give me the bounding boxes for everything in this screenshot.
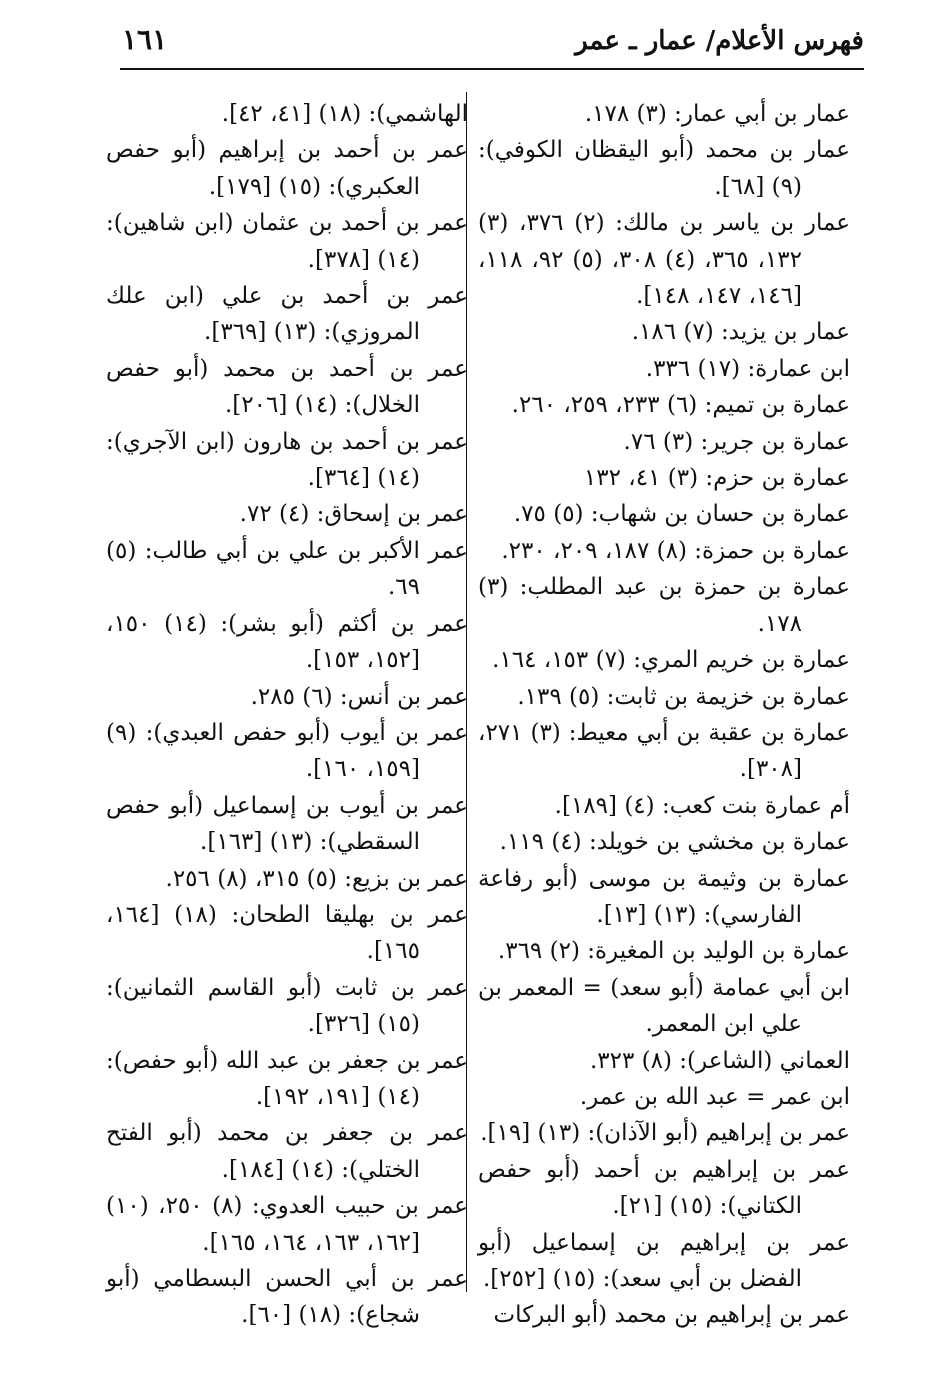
index-entry: عمر بن إبراهيم بن محمد (أبو البركات [493,1302,850,1329]
header-rule [120,68,864,70]
index-entry: عمر الأكبر بن علي بن أبي طالب: (٥) ٦٩. [106,537,468,601]
index-entry: العماني (الشاعر): (٨) ٣٢٣. [589,1047,850,1074]
index-entry: عمار بن أبي عمار: (٣) ١٧٨. [584,101,850,127]
index-entry: عمر بن أحمد بن محمد (أبو حفص الخلال): (١٤) [٢٠٦]. [106,355,468,419]
index-entry: عمار بن محمد (أبو اليقظان الكوفي): (٩) [٦٨]. [478,137,850,200]
index-entry: الهاشمي): (١٨) [٤١، ٤٢]. [221,101,468,127]
index-entry: عمر بن حبيب العدوي: (٨) ٢٥٠، (١٠) [١٦٢، ١٦٣، ١٦٤، ١٦٥]. [106,1193,468,1256]
index-entry: ابن عمارة: (١٧) ٣٣٦. [645,355,850,382]
index-entry: عمر بن أبي الحسن البسطامي (أبو شجاع): (١٨) [٦٠]. [106,1266,468,1329]
index-entry: عمارة بن تميم: (٦) ٢٣٣، ٢٥٩، ٢٦٠. [511,392,850,419]
index-entry: عمر بن بزيع: (٥) ٣١٥، (٨) ٢٥٦. [165,865,468,892]
index-entry: عمر بن أيوب بن إسماعيل (أبو حفص السقطي): (١٣) [١٦٣]. [106,792,468,856]
page-number: ١٦١ [122,23,168,56]
right-column [478,96,850,1334]
index-entry: عمار بن يزيد: (٧) ١٨٦. [631,319,850,346]
index-entry: عمر بن أحمد بن هارون (ابن الآجري): (١٤) [٣٦٤]. [106,428,468,492]
index-entry: عمارة بن حسان بن شهاب: (٥) ٧٥. [513,501,850,528]
index-entry: عمارة بن حمزة بن عبد المطلب: (٣) ١٧٨. [478,574,850,637]
index-entry: عمارة بن وثيمة بن موسى (أبو رفاعة الفارسي): (١٣) [١٣]. [478,865,850,928]
index-entry: ابن عمر = عبد الله بن عمر. [579,1083,850,1110]
index-entry: عمر بن إبراهيم (أبو الآذان): (١٣) [١٩]. [480,1120,850,1147]
index-entry: عمر بن أنس: (٦) ٢٨٥. [250,683,468,710]
index-entry: عمر بن بهليقا الطحان: (١٨) [١٦٤، ١٦٥]. [106,901,468,965]
index-entry: عمر بن إسحاق: (٤) ٧٢. [239,501,468,528]
index-entry: عمر بن أحمد بن علي (ابن علك المروزي): (١٣) [٣٦٩]. [106,283,468,346]
index-entry: عمر بن أحمد بن عثمان (ابن شاهين): (١٤) [٣٧٨]. [106,210,468,273]
index-entry: عمارة بن مخشي بن خويلد: (٤) ١١٩. [499,829,850,856]
index-entry: عمارة بن الوليد بن المغيرة: (٢) ٣٦٩. [497,938,850,965]
running-title: فهرس الأعلام/ عمار ـ عمر [575,26,864,56]
index-entry: عمر بن جعفر بن محمد (أبو الفتح الختلي): (١٤) [١٨٤]. [106,1120,468,1183]
index-entry: عمر بن جعفر بن عبد الله (أبو حفص): (١٤) [١٩١، ١٩٢]. [106,1047,468,1110]
index-entry: عمر بن ثابت (أبو القاسم الثمانين): (١٥) [٣٢٦]. [106,974,468,1038]
index-entry: عمارة بن حمزة: (٨) ١٨٧، ٢٠٩، ٢٣٠. [501,537,850,564]
index-entry: عمر بن أحمد بن إبراهيم (أبو حفص العكبري): (١٥) [١٧٩]. [106,137,468,200]
index-entry: عمار بن ياسر بن مالك: (٢) ٣٧٦، (٣) ١٣٢، ٣٦٥، (٤) ٣٠٨، (٥) ٩٢، ١١٨، [١٤٦، ١٤٧، ١٤٨]. [478,210,850,310]
index-entry: عمر بن إبراهيم بن أحمد (أبو حفص الكتاني): (١٥) [٢١]. [478,1156,850,1220]
index-entry: عمر بن إبراهيم بن إسماعيل (أبو الفضل بن أبي سعد): (١٥) [٢٥٢]. [478,1229,850,1292]
index-entry: ابن أبي عمامة (أبو سعد) = المعمر بن علي ابن المعمر. [478,974,850,1038]
left-column [106,96,468,1334]
index-entry: أم عمارة بنت كعب: (٤) [١٨٩]. [554,792,850,819]
index-entry: عمر بن أكثم (أبو بشر): (١٤) ١٥٠، [١٥٢، ١٥٣]. [106,610,468,674]
index-entry: عمارة بن خريم المري: (٧) ١٥٣، ١٦٤. [492,647,850,674]
index-entry: عمارة بن عقبة بن أبي معيط: (٣) ٢٧١، [٣٠٨]. [478,719,851,783]
index-entry: عمر بن أيوب (أبو حفص العبدي): (٩) [١٥٩، ١٦٠]. [106,719,468,783]
index-entry: عمارة بن جرير: (٣) ٧٦. [623,428,850,455]
index-entry: عمارة بن حزم: (٣) ٤١، ١٣٢ [583,465,850,492]
index-entry: عمارة بن خزيمة بن ثابت: (٥) ١٣٩. [517,683,850,710]
